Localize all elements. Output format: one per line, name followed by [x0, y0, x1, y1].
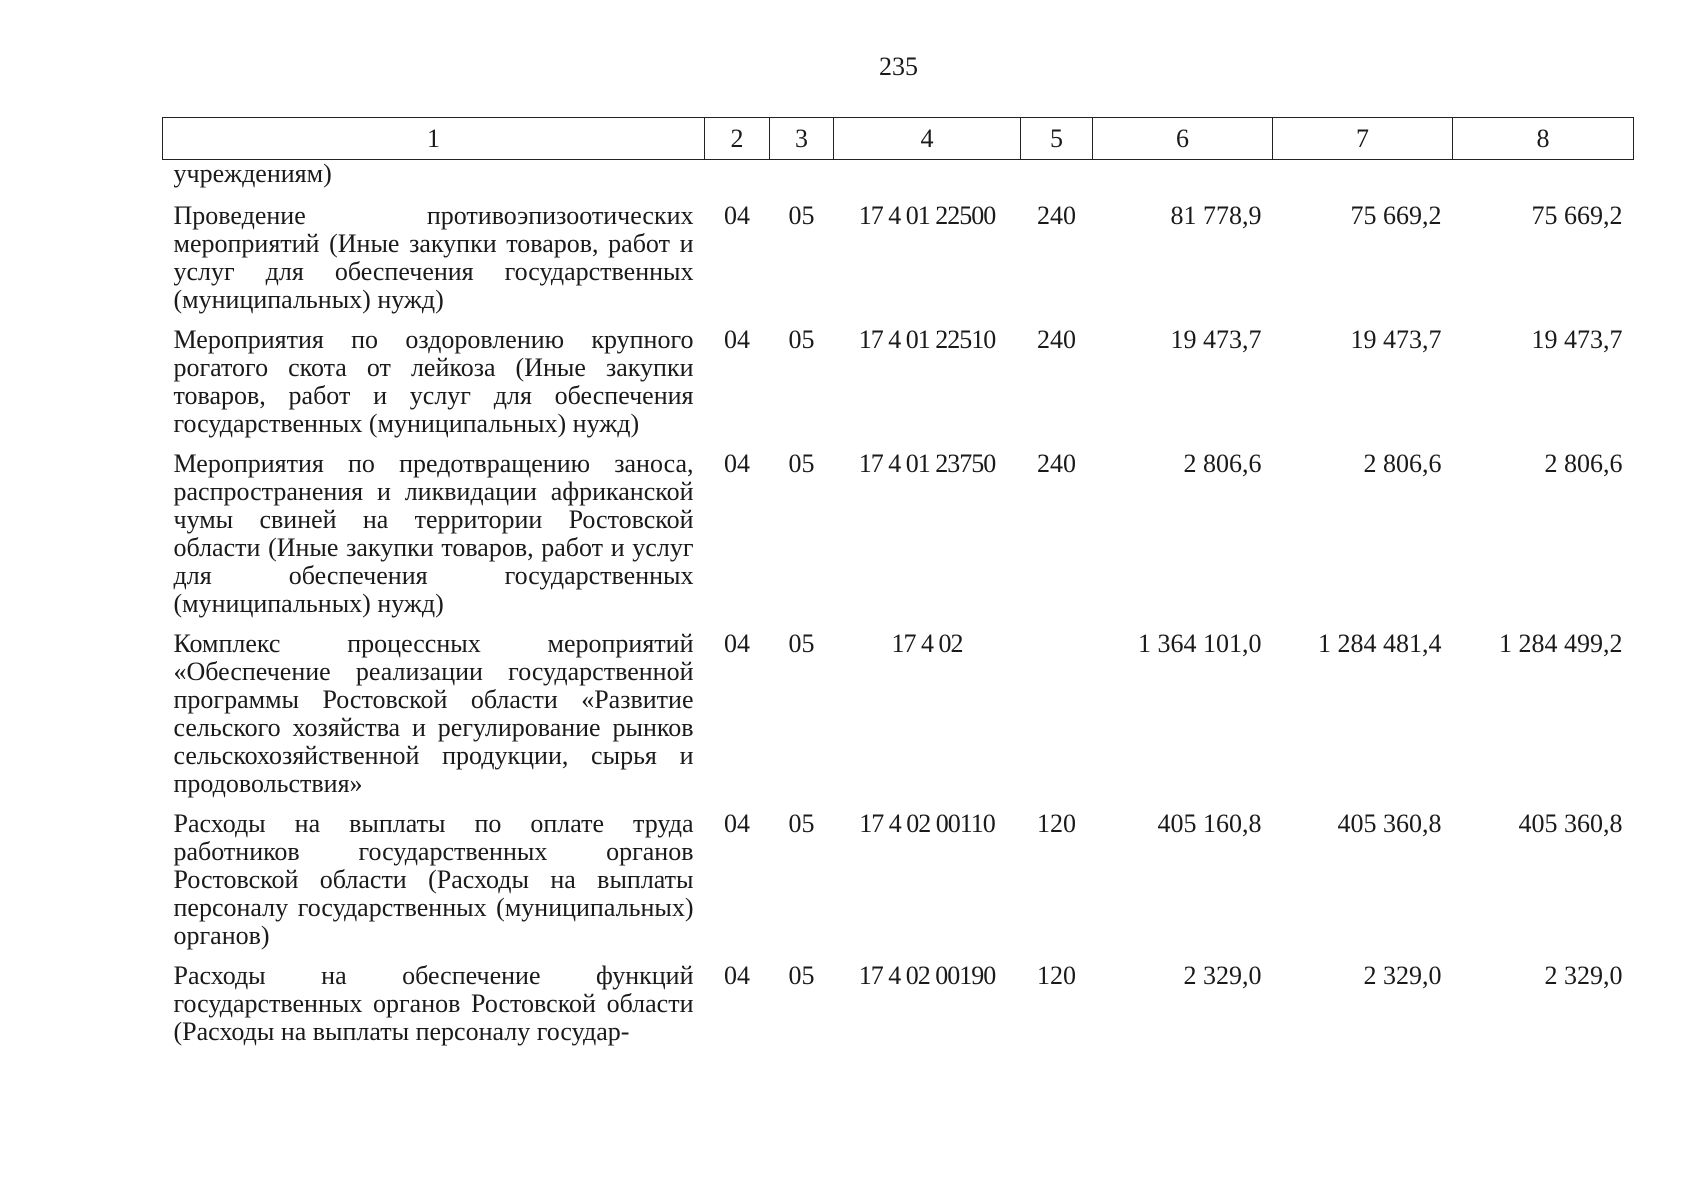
- row-target-article: 17 4 02: [891, 629, 963, 658]
- table-row: [163, 630, 1634, 810]
- row-amount-3: 2 329,0: [1544, 961, 1623, 990]
- row-amount-3: 1 284 499,2: [1499, 629, 1623, 658]
- table-row: [163, 326, 1634, 450]
- header-col-1: 1: [163, 118, 705, 160]
- row-subsection: 05: [788, 449, 815, 478]
- budget-table: [162, 117, 1634, 1046]
- row-section: 04: [724, 961, 750, 990]
- table-row: [163, 160, 1634, 203]
- row-amount-2: 2 806,6: [1363, 449, 1442, 478]
- row-amount-1: [1093, 160, 1273, 203]
- table-row: [163, 450, 1634, 630]
- row-name: Мероприятия по оздоровлению крупного рогатого скота от лейкоза (Иные закупки товаров, работ и услуг для обеспечения государственных (муниципальных) нужд): [173, 325, 694, 438]
- row-amount-3: 2 806,6: [1544, 449, 1623, 478]
- table-row: [163, 810, 1634, 962]
- row-amount-3: 75 669,2: [1531, 201, 1623, 230]
- row-expense-type: 240: [1037, 449, 1076, 478]
- row-amount-1: 81 778,9: [1170, 201, 1262, 230]
- row-section: 04: [724, 629, 750, 658]
- row-target-article: 17 4 02 00110: [859, 809, 995, 838]
- row-expense-type: 240: [1037, 201, 1076, 230]
- row-expense-type: [1021, 160, 1093, 203]
- row-target-article: 17 4 01 22510: [858, 325, 996, 354]
- row-amount-1: 2 806,6: [1183, 449, 1262, 478]
- row-target-article: 17 4 01 22500: [858, 201, 996, 230]
- row-section: 04: [724, 201, 750, 230]
- table-row: [163, 202, 1634, 326]
- row-name: Мероприятия по предотвращению заноса, распространения и ликвидации африканской чумы свиней на территории Ростовской области (Иные закупки товаров, работ и услуг для обеспечения государственных (муниципальных) нужд): [173, 449, 694, 618]
- row-expense-type: 120: [1037, 961, 1076, 990]
- row-subsection: 05: [788, 809, 815, 838]
- table-header-row: [163, 118, 1634, 160]
- row-amount-2: 75 669,2: [1350, 201, 1442, 230]
- row-section: 04: [724, 325, 750, 354]
- row-amount-2: 2 329,0: [1363, 961, 1442, 990]
- header-col-2: 2: [705, 118, 770, 160]
- row-section: 04: [724, 809, 750, 838]
- row-amount-2: 19 473,7: [1350, 325, 1442, 354]
- row-target-article: 17 4 01 23750: [858, 449, 996, 478]
- row-subsection: 05: [788, 201, 815, 230]
- row-amount-1: 405 160,8: [1157, 809, 1262, 838]
- header-col-6: 6: [1093, 118, 1273, 160]
- row-amount-2: 405 360,8: [1337, 809, 1442, 838]
- row-section: 04: [724, 449, 750, 478]
- header-col-5: 5: [1021, 118, 1093, 160]
- row-amount-1: 1 364 101,0: [1138, 629, 1262, 658]
- page-number: 235: [879, 52, 918, 81]
- row-amount-3: 405 360,8: [1518, 809, 1623, 838]
- row-section: [705, 160, 770, 203]
- row-name: Комплекс процессных мероприятий «Обеспечение реализации государственной программы Ростовской области «Развитие сельского хозяйства и регулирование рынков сельскохозяйственной продукции, сырья и продовольствия»: [173, 629, 694, 798]
- row-target-article: [834, 160, 1021, 203]
- row-amount-3: 19 473,7: [1531, 325, 1623, 354]
- row-expense-type: 240: [1037, 325, 1076, 354]
- row-name: Расходы на выплаты по оплате труда работников государственных органов Ростовской области (Расходы на выплаты персоналу государственных (муниципальных) органов): [173, 809, 694, 950]
- row-subsection: 05: [788, 325, 815, 354]
- row-name: Расходы на обеспечение функций государственных органов Ростовской области (Расходы на выплаты персоналу государ-: [173, 961, 694, 1046]
- row-amount-1: 19 473,7: [1170, 325, 1262, 354]
- header-col-7: 7: [1273, 118, 1453, 160]
- row-target-article: 17 4 02 00190: [858, 961, 996, 990]
- row-amount-3: [1453, 160, 1634, 203]
- row-amount-2: 1 284 481,4: [1318, 629, 1442, 658]
- table-row: [163, 962, 1634, 1046]
- row-subsection: 05: [788, 961, 815, 990]
- row-expense-type: [1021, 630, 1093, 810]
- header-col-4: 4: [834, 118, 1021, 160]
- row-amount-2: [1273, 160, 1453, 203]
- row-subsection: 05: [788, 629, 815, 658]
- row-name: Проведение противоэпизоотических мероприятий (Иные закупки товаров, работ и услуг для обеспечения государственных (муниципальных) нужд): [173, 201, 694, 314]
- header-col-3: 3: [770, 118, 834, 160]
- header-col-8: 8: [1453, 118, 1634, 160]
- row-amount-1: 2 329,0: [1183, 961, 1262, 990]
- row-subsection: [770, 160, 834, 203]
- row-name: учреждениям): [173, 159, 332, 188]
- row-expense-type: 120: [1037, 809, 1076, 838]
